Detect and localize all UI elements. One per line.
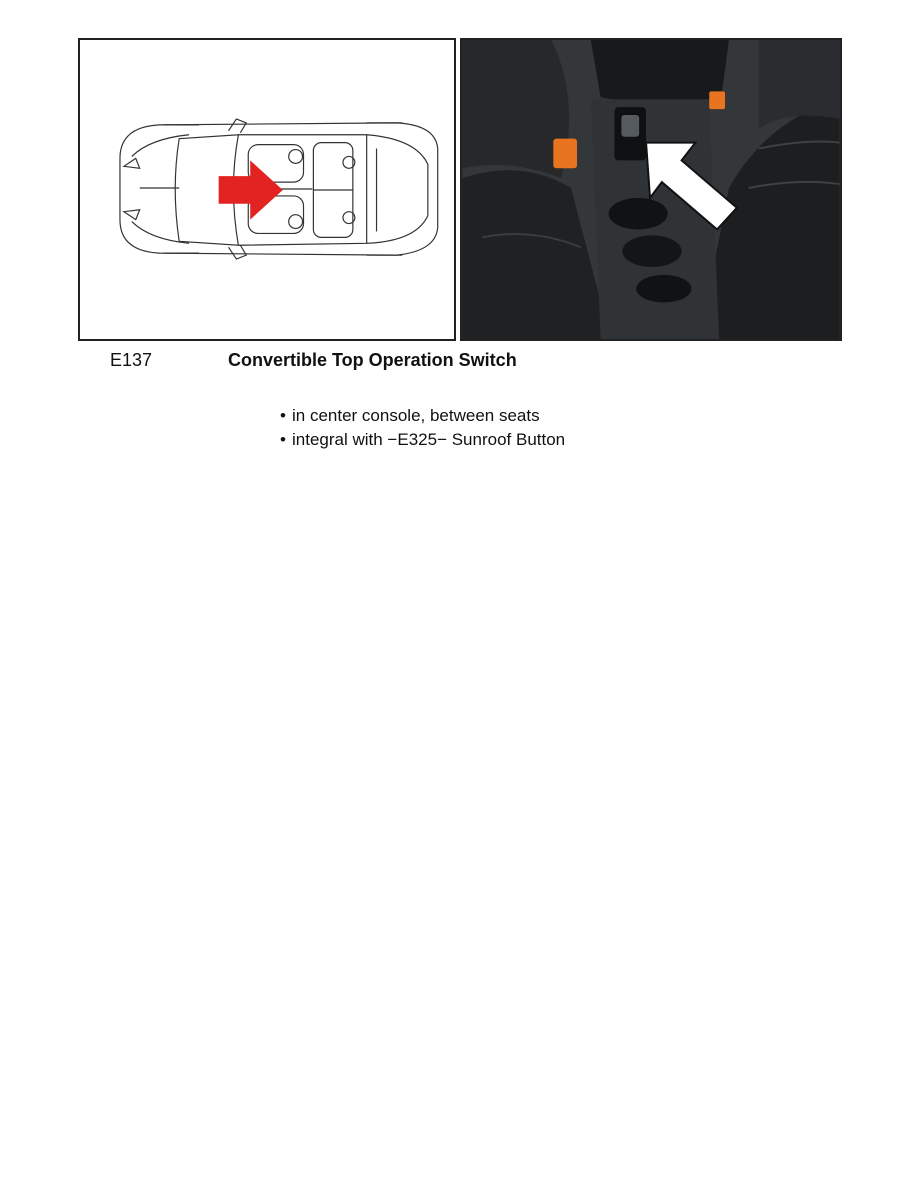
component-code: E137 — [110, 350, 153, 370]
locator-arrow-icon — [219, 160, 283, 219]
note-text: in center console, between seats — [292, 406, 540, 425]
car-top-view-figure — [78, 38, 456, 341]
center-console-photo-icon — [462, 40, 840, 339]
note-item — [280, 428, 565, 452]
location-notes — [280, 404, 565, 452]
bullet-icon: • — [280, 406, 286, 425]
bullet-icon: • — [280, 430, 286, 449]
car-top-view-icon — [80, 40, 454, 339]
figure-row — [78, 38, 842, 343]
component-title: Convertible Top Operation Switch — [228, 350, 517, 370]
note-text: integral with −E325− Sunroof Button — [292, 430, 566, 449]
center-console-photo — [460, 38, 842, 341]
note-item — [280, 404, 565, 428]
